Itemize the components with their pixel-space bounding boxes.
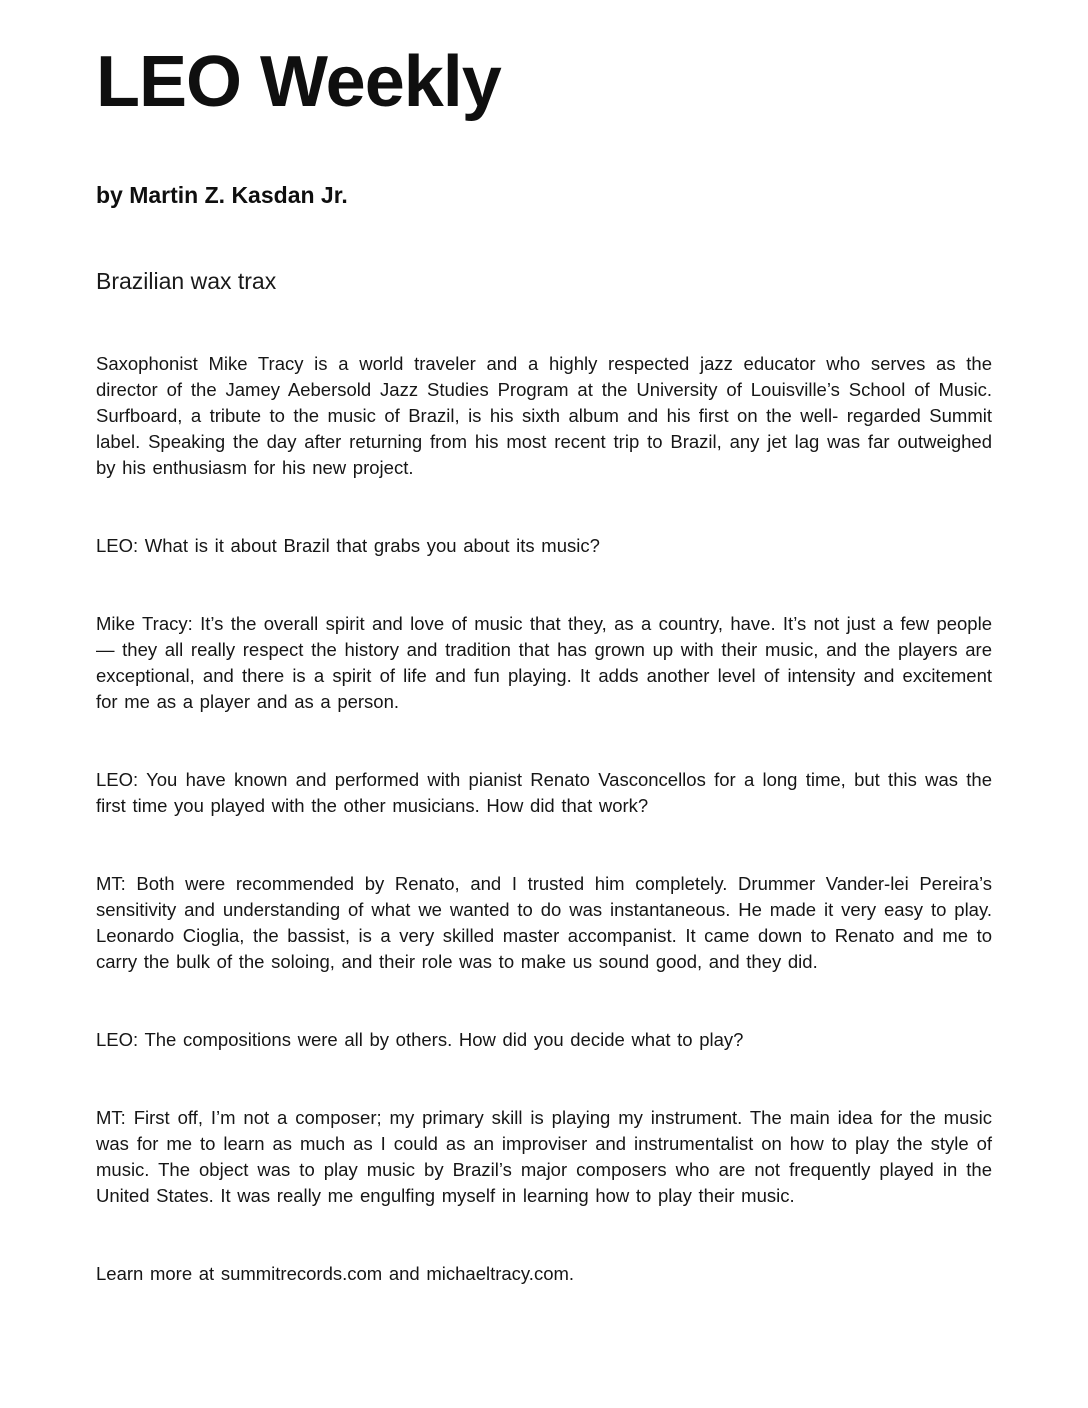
- question-2: LEO: You have known and performed with pianist Renato Vasconcellos for a long time, but this was the first time you played with the other musicians. How did that work?: [96, 769, 992, 816]
- answer-1: Mike Tracy: It’s the overall spirit and love of music that they, as a country, have. It’s not just a few people — they all really respect the history and tradition that has grown up with their music, and the players are exceptional, and there is a spirit of life and fun playing. It adds another level of intensity and excitement for me as a player and as a person.: [96, 613, 992, 712]
- question-1: LEO: What is it about Brazil that grabs you about its music?: [96, 535, 600, 556]
- publication-title: LEO Weekly: [96, 42, 501, 122]
- byline: by Martin Z. Kasdan Jr.: [96, 182, 348, 208]
- footer-note: Learn more at summitrecords.com and michaeltracy.com.: [96, 1263, 575, 1284]
- question-3: LEO: The compositions were all by others. How did you decide what to play?: [96, 1029, 744, 1050]
- answer-3: MT: First off, I’m not a composer; my primary skill is playing my instrument. The main idea for the music was for me to learn as much as I could as an improviser and instrumentalist on how to play the style of music. The object was to play music by Brazil’s major composers who are not frequently played in the United States. It was really me engulfing myself in learning how to play their music.: [96, 1107, 992, 1206]
- article-headline: Brazilian wax trax: [96, 268, 277, 294]
- intro-paragraph: Saxophonist Mike Tracy is a world traveler and a highly respected jazz educator who serves as the director of the Jamey Aebersold Jazz Studies Program at the University of Louisville’s School of Music. Surfboard, a tribute to the music of Brazil, is his sixth album and his first on the well- regarded Summit label. Speaking the day after returning from his most recent trip to Brazil, any jet lag was far outweighed by his enthusiasm for his new project.: [96, 353, 992, 478]
- answer-2: MT: Both were recommended by Renato, and I trusted him completely. Drummer Vander-lei Pereira’s sensitivity and understanding of what we wanted to do was instantaneous. He made it very easy to play. Leonardo Cioglia, the bassist, is a very skilled master accompanist. It came down to Renato and me to carry the bulk of the soloing, and their role was to make us sound good, and they did.: [96, 873, 992, 972]
